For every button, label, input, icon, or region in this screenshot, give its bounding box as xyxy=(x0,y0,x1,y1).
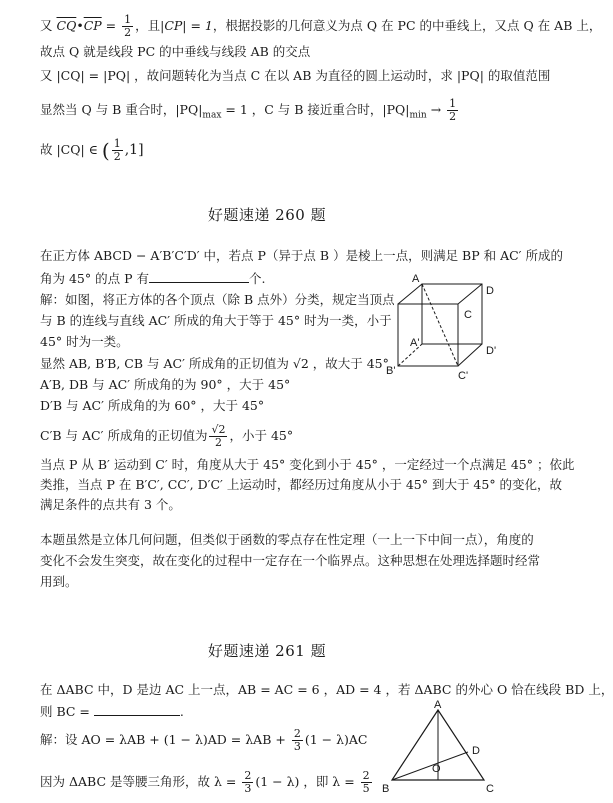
diagonal-ac1 xyxy=(422,284,458,366)
solution-261-line-1: 解：设 AO = λAB + (1 − λ)AD = λAB + $\frac{2}{3}$ (1 − λ)AC xyxy=(40,727,368,753)
vertex-label-a: A xyxy=(412,273,420,285)
vertex-label-a: A xyxy=(434,699,442,711)
vertex-label-c: C xyxy=(486,783,494,795)
remark-260-line-1: 本题虽然是立体几何问题，但类似于函数的零点存在性定理（一上一下中间一点），角度的 xyxy=(40,532,534,547)
answer-blank xyxy=(149,270,249,283)
fraction: $\frac{2}{3}$ xyxy=(244,769,252,795)
solution-line-1: 又 $\overline{CQ}•\overline{CP}$ = $\frac{1}{2}$ ，且|CP| = 1，根据投影的几何意义为点 Q 在 PC 的中垂线上，又点 Q 在 AB 上， xyxy=(40,13,602,39)
triangle-figure xyxy=(380,699,500,795)
vertex-label-b1: B' xyxy=(386,365,396,377)
cube-edge xyxy=(458,284,482,304)
fraction: $\frac{1}{2}$ xyxy=(113,137,121,163)
fraction: $\frac{1}{2}$ xyxy=(124,13,132,39)
fraction: $\frac{√2}{2}$ xyxy=(211,423,226,449)
solution-line-4: 显然当 Q 与 B 重合时，$|PQ|_{max} = 1$ ，C 与 B 接近重合时，$|PQ|_{min}$ → $\frac{1}{2}$ xyxy=(40,97,457,123)
solution-260-line-9: 类推，当点 P 在 B′C′, CC′, D′C′ 上运动时，都经历过角度从小于 45° 到大于 45° 的变化，故 xyxy=(40,477,563,492)
solution-260-line-5: A′B, DB 与 AC′ 所成角的为 90° ，大于 45° xyxy=(40,377,291,392)
cube-edge xyxy=(398,284,422,304)
cube-edge xyxy=(458,344,482,366)
cube-front-face xyxy=(398,304,458,366)
fraction: $\frac{1}{2}$ xyxy=(449,97,457,123)
section-title-261: 好题速递 261 题 xyxy=(207,642,327,660)
solution-260-line-2: 与 B 的连线与直线 AC′ 所成的角大于等于 45° 时为一类，小于 xyxy=(40,313,392,328)
point-label-o: O xyxy=(432,763,441,775)
fraction: $\frac{2}{5}$ xyxy=(362,769,370,795)
vertex-label-c1: C' xyxy=(458,370,469,382)
solution-260-line-1: 解：如图，将正方体的各个顶点（除 B 点外）分类，规定当顶点 xyxy=(40,292,395,307)
solution-line-2: 故点 Q 就是线段 PC 的中垂线与线段 AB 的交点 xyxy=(40,44,311,59)
solution-260-line-6: D′B 与 AC′ 所成角的为 60° ，大于 45° xyxy=(40,398,265,413)
answer-blank xyxy=(94,703,180,716)
solution-line-5: 故 |CQ| ∈ ( $\frac{1}{2}$ ,1] xyxy=(40,137,144,163)
question-260-line-1: 在正方体 ABCD − A′B′C′D′ 中，若点 P（异于点 B ）是棱上一点，则满足 BP 和 AC′ 所成的 xyxy=(40,248,563,263)
segment-bd xyxy=(392,752,468,780)
vertex-label-b: B xyxy=(382,783,390,795)
section-title-260: 好题速递 260 题 xyxy=(207,206,327,224)
vertex-label-d: D xyxy=(472,745,480,757)
remark-260-line-2: 变化不会发生突变，故在变化的过程中一定存在一个临界点。这种思想在处理选择题时经常 xyxy=(40,553,541,568)
vertex-label-c: C xyxy=(464,309,472,321)
solution-line-3: 又 |CQ| = |PQ| ，故问题转化为当点 C 在以 AB 为直径的圆上运动时，求 |PQ| 的取值范围 xyxy=(40,68,551,83)
question-261-line-1: 在 ΔABC 中，D 是边 AC 上一点，AB = AC = 6 ，AD = 4 ，若 ΔABC 的外心 O 恰在线段 BD 上， xyxy=(40,682,613,697)
vertex-label-d1: D' xyxy=(486,345,497,357)
solution-261-line-2: 因为 ΔABC 是等腰三角形，故 λ = $\frac{2}{3}$ (1 − λ) ，即 λ = $\frac{2}{5}$ xyxy=(40,769,370,795)
vertex-label-a1: A' xyxy=(410,337,420,349)
vertex-label-d: D xyxy=(486,285,494,297)
solution-260-line-3: 45° 时为一类。 xyxy=(40,334,129,349)
cube-figure xyxy=(384,272,504,384)
solution-260-line-10: 满足条件的点共有 3 个。 xyxy=(40,497,181,512)
question-261-line-2: 则 BC = . xyxy=(40,704,184,719)
question-260-line-2: 角为 45° 的点 P 有 个. xyxy=(40,271,266,286)
solution-260-line-8: 当点 P 从 B′ 运动到 C′ 时，角度从大于 45° 变化到小于 45° ，一定经过一个点满足 45° ；依此 xyxy=(40,457,575,472)
solution-260-line-4: 显然 AB, B′B, CB 与 AC′ 所成角的正切值为 √2 ，故大于 45° xyxy=(40,356,389,371)
solution-260-line-7: C′B 与 AC′ 所成角的正切值为 $\frac{√2}{2}$ ，小于 45° xyxy=(40,423,294,449)
remark-260-line-3: 用到。 xyxy=(40,574,78,589)
cube-back-face xyxy=(422,284,482,344)
fraction: $\frac{2}{3}$ xyxy=(293,727,301,753)
